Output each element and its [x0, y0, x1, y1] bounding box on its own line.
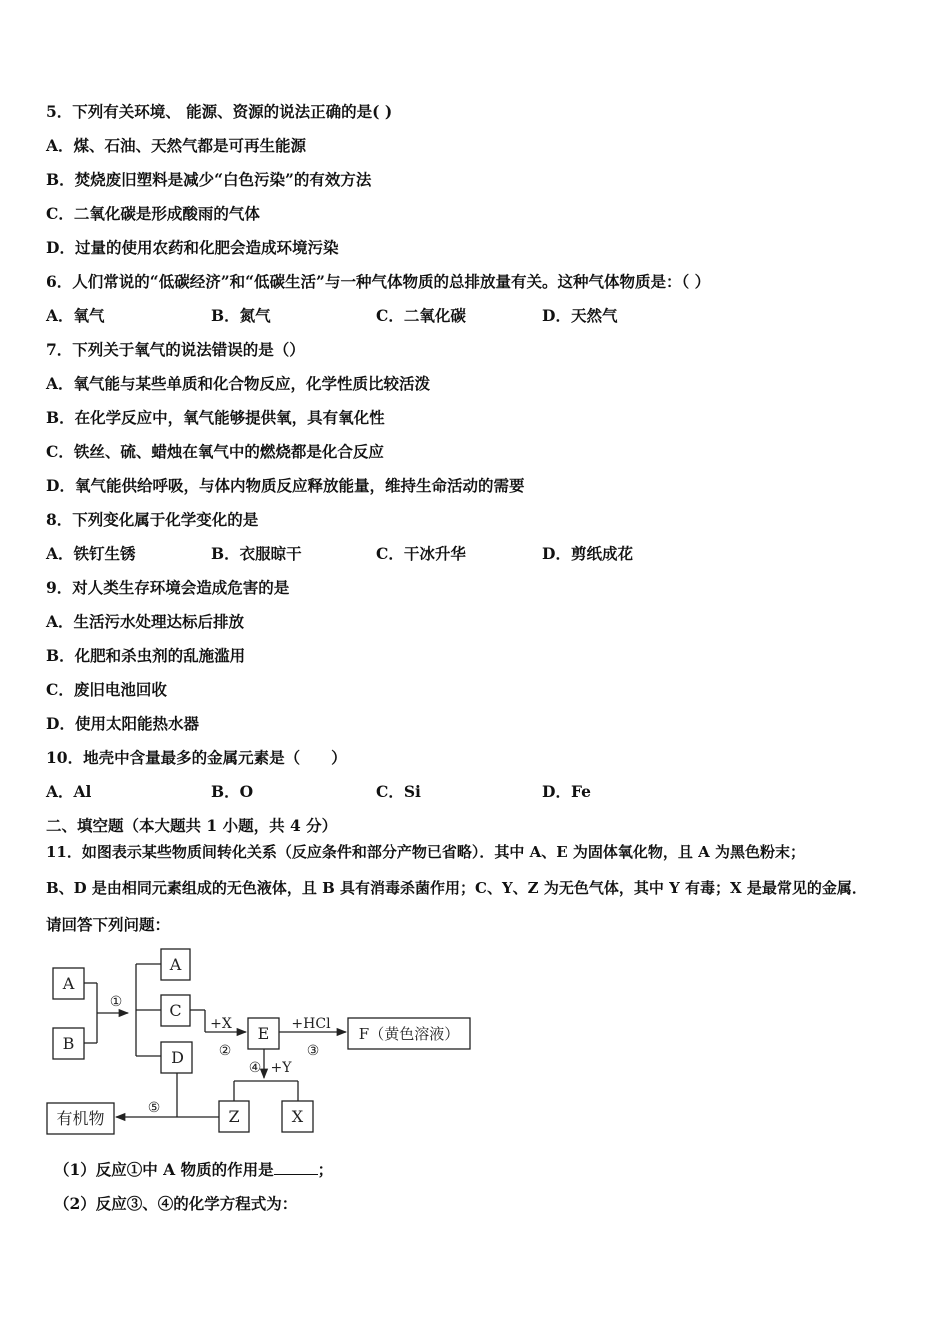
q10-option-c: C．Si	[376, 782, 421, 801]
q7-stem: 7．下列关于氧气的说法错误的是（）	[46, 340, 305, 359]
q5-option-c: C．二氧化碳是形成酸雨的气体	[46, 204, 260, 223]
q8-option-c: C．干冰升华	[376, 544, 466, 563]
q7-option-b: B．在化学反应中，氧气能够提供氧，具有氧化性	[46, 408, 385, 427]
section-title: 二、填空题（本大题共 1 小题，共 4 分）	[46, 816, 338, 835]
label-reaction-3: ③	[306, 1043, 320, 1059]
q7-option-d: D．氧气能供给呼吸，与体内物质反应释放能量，维持生命活动的需要	[46, 476, 525, 495]
label-reaction-1: ①	[109, 994, 123, 1010]
q10-option-a: A．Al	[46, 782, 92, 801]
label-plus-y: +Y	[270, 1060, 292, 1076]
label-reaction-5: ⑤	[147, 1100, 161, 1116]
q10-option-b: B．O	[211, 782, 254, 801]
q6-option-c: C．二氧化碳	[376, 306, 466, 325]
q10-option-d: D．Fe	[542, 782, 591, 801]
q8-option-d: D．剪纸成花	[542, 544, 633, 563]
answer-blank[interactable]	[274, 1160, 318, 1175]
reaction-diagram	[0, 940, 520, 1140]
q9-option-b: B．化肥和杀虫剂的乱施滥用	[46, 646, 246, 665]
q7-option-c: C．铁丝、硫、蜡烛在氧气中的燃烧都是化合反应	[46, 442, 384, 461]
label-e: E	[257, 1024, 270, 1043]
label-b: B	[62, 1034, 75, 1053]
label-c: C	[169, 1001, 182, 1020]
sub-question-2: （2）反应③、④的化学方程式为：	[54, 1194, 298, 1213]
label-a-left: A	[62, 974, 75, 993]
label-f: F（黄色溶液）	[358, 1025, 460, 1043]
sub-question-1-suffix: ；	[317, 1160, 334, 1179]
q7-option-a: A．氧气能与某些单质和化合物反应，化学性质比较活泼	[46, 374, 431, 393]
label-z: Z	[228, 1107, 240, 1126]
q6-option-a: A．氧气	[46, 306, 105, 325]
q6-option-d: D．天然气	[542, 306, 618, 325]
q10-stem: 10．地壳中含量最多的金属元素是（ ）	[46, 748, 347, 767]
q5-option-a: A．煤、石油、天然气都是可再生能源	[46, 136, 307, 155]
q5-option-d: D．过量的使用农药和化肥会造成环境污染	[46, 238, 339, 257]
label-plus-hcl: +HCl	[291, 1016, 331, 1032]
q9-option-d: D．使用太阳能热水器	[46, 714, 199, 733]
label-reaction-4: ④	[248, 1060, 262, 1076]
label-x: X	[291, 1107, 304, 1126]
label-reaction-2: ②	[218, 1043, 232, 1059]
label-d: D	[171, 1048, 184, 1067]
q9-option-c: C．废旧电池回收	[46, 680, 167, 699]
q11-text-line2: B、D 是由相同元素组成的无色液体，且 B 具有消毒杀菌作用；C、Y、Z 为无色气体，其中 Y 有毒；X 是最常见的金属．	[46, 879, 867, 897]
q6-stem: 6．人们常说的“低碳经济”和“低碳生活”与一种气体物质的总排放量有关。这种气体物质是：（ ）	[46, 272, 711, 291]
label-organic: 有机物	[56, 1109, 105, 1128]
q5-stem: 5．下列有关环境、 能源、资源的说法正确的是( )	[46, 102, 393, 121]
q8-stem: 8．下列变化属于化学变化的是	[46, 510, 259, 529]
sub-question-1-prefix: （1）反应①中 A 物质的作用是	[54, 1160, 274, 1179]
q8-option-a: A．铁钉生锈	[46, 544, 136, 563]
q11-text-line3: 请回答下列问题：	[46, 915, 171, 934]
q8-option-b: B．衣服晾干	[211, 544, 302, 563]
sub-question-1	[54, 1158, 333, 1180]
q5-option-b: B．焚烧废旧塑料是减少“白色污染”的有效方法	[46, 170, 372, 189]
q6-option-b: B．氮气	[211, 306, 271, 325]
label-plus-x: +X	[210, 1016, 232, 1032]
q11-text-line1: 11．如图表示某些物质间转化关系（反应条件和部分产物已省略）．其中 A、E 为固体氧化物，且 A 为黑色粉末；	[46, 843, 805, 861]
q9-option-a: A．生活污水处理达标后排放	[46, 612, 245, 631]
q9-stem: 9．对人类生存环境会造成危害的是	[46, 578, 290, 597]
label-a-right: A	[169, 955, 182, 974]
